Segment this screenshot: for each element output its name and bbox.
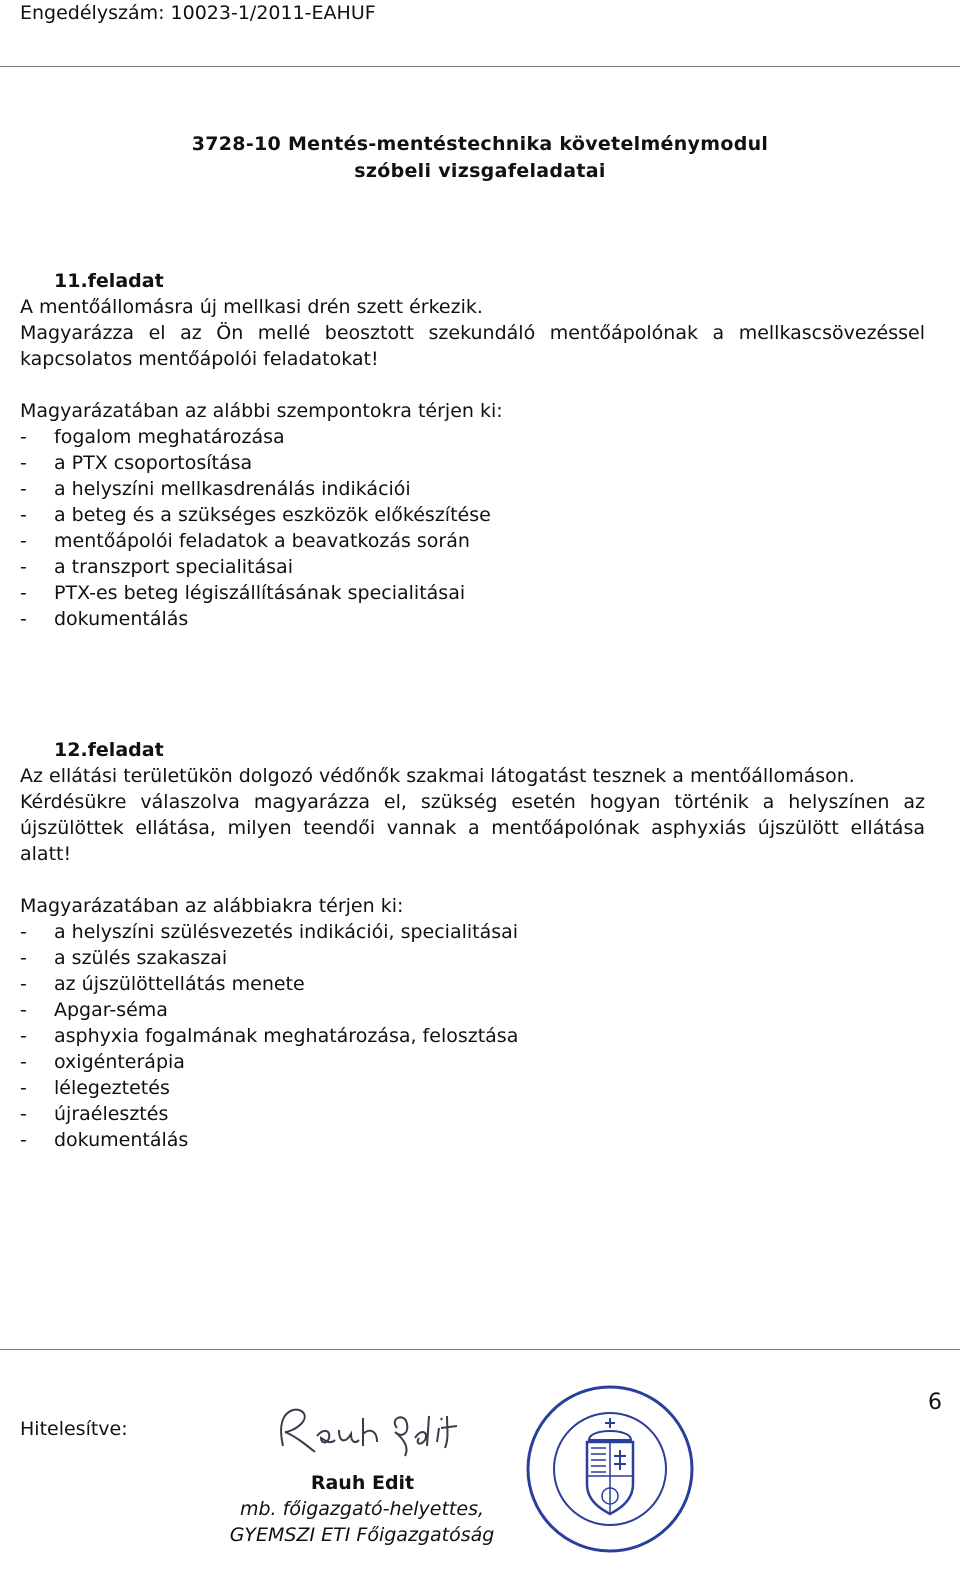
signer-organization: GYEMSZI ETI Főigazgatóság [229, 1524, 495, 1546]
list-item [20, 580, 925, 606]
list-item [20, 476, 925, 502]
list-item [20, 1127, 925, 1153]
list-marker: - [20, 478, 27, 500]
list-item [20, 1049, 925, 1075]
handwritten-signature [265, 1398, 475, 1468]
list-item-text: oxigénterápia [54, 1051, 185, 1073]
list-item-text: a helyszíni szülésvezetés indikációi, specialitásai [54, 921, 519, 943]
list-marker: - [20, 452, 27, 474]
task-12-criteria-list [20, 919, 925, 1153]
list-item-text: az újszülöttellátás menete [54, 973, 305, 995]
list-item [20, 1075, 925, 1101]
list-item-text: dokumentálás [54, 608, 189, 630]
header-divider [0, 66, 960, 67]
list-marker: - [20, 1129, 27, 1151]
list-item-text: a szülés szakaszai [54, 947, 228, 969]
official-seal [525, 1384, 695, 1554]
list-item-text: fogalom meghatározása [54, 426, 285, 448]
task-12-section [20, 737, 925, 1153]
list-marker: - [20, 1077, 27, 1099]
list-item [20, 919, 925, 945]
task-11-section [20, 268, 925, 632]
list-marker: - [20, 608, 27, 630]
list-item-text: Apgar-séma [54, 999, 168, 1021]
list-marker: - [20, 530, 27, 552]
list-marker: - [20, 1051, 27, 1073]
task-11-heading: 11.feladat [54, 270, 164, 292]
list-marker: - [20, 921, 27, 943]
list-item-text: a PTX csoportosítása [54, 452, 253, 474]
title-line-2: szóbeli vizsgafeladatai [354, 160, 606, 182]
task-12-intro-1: Az ellátási területükön dolgozó védőnők szakmai látogatást tesznek a mentőállomáson. [20, 765, 855, 787]
list-item [20, 502, 925, 528]
list-marker: - [20, 1025, 27, 1047]
document-title [20, 131, 940, 185]
list-item [20, 554, 925, 580]
list-marker: - [20, 947, 27, 969]
task-12-heading: 12.feladat [54, 739, 164, 761]
task-11-criteria-list [20, 424, 925, 632]
task-12-intro-2: Kérdésükre válaszolva magyarázza el, szükség esetén hogyan történik a helyszínen az újszülöttek ellátása, milyen teendői vannak a mentőápolónak asphyxiás újszülött ellátása alatt! [20, 791, 925, 865]
list-marker: - [20, 556, 27, 578]
list-item-text: lélegeztetés [54, 1077, 170, 1099]
list-marker: - [20, 973, 27, 995]
list-marker: - [20, 426, 27, 448]
task-11-intro-1: A mentőállomásra új mellkasi drén szett érkezik. [20, 296, 483, 318]
task-11-intro-2: Magyarázza el az Ön mellé beosztott szekundáló mentőápolónak a mellkascsövezéssel kapcsolatos mentőápolói feladatokat! [20, 322, 925, 370]
task-12-criteria-label: Magyarázatában az alábbiakra térjen ki: [20, 895, 404, 917]
list-item-text: a transzport specialitásai [54, 556, 293, 578]
list-item [20, 971, 925, 997]
license-number: Engedélyszám: 10023-1/2011-EAHUF [20, 2, 376, 24]
task-11-criteria-label: Magyarázatában az alábbi szempontokra térjen ki: [20, 400, 503, 422]
list-item-text: mentőápolói feladatok a beavatkozás során [54, 530, 470, 552]
list-item-text: újraélesztés [54, 1103, 169, 1125]
page-number: 6 [928, 1390, 942, 1415]
list-marker: - [20, 504, 27, 526]
list-marker: - [20, 999, 27, 1021]
list-item [20, 1023, 925, 1049]
list-item [20, 528, 925, 554]
list-marker: - [20, 582, 27, 604]
footer-divider [0, 1349, 960, 1350]
list-item [20, 450, 925, 476]
list-item [20, 997, 925, 1023]
list-item-text: asphyxia fogalmának meghatározása, felosztása [54, 1025, 519, 1047]
list-item-text: a beteg és a szükséges eszközök előkészítése [54, 504, 491, 526]
list-item [20, 1101, 925, 1127]
signer-role: mb. főigazgató-helyettes, [239, 1498, 485, 1520]
list-item-text: PTX-es beteg légiszállításának specialitásai [54, 582, 466, 604]
list-item [20, 424, 925, 450]
list-item-text: dokumentálás [54, 1129, 189, 1151]
title-line-1: 3728-10 Mentés-mentéstechnika követelménymodul [191, 133, 769, 155]
list-item [20, 945, 925, 971]
list-item-text: a helyszíni mellkasdrenálás indikációi [54, 478, 411, 500]
list-marker: - [20, 1103, 27, 1125]
list-item [20, 606, 925, 632]
authenticated-label: Hitelesítve: [20, 1418, 128, 1440]
signer-name: Rauh Edit [310, 1472, 415, 1494]
